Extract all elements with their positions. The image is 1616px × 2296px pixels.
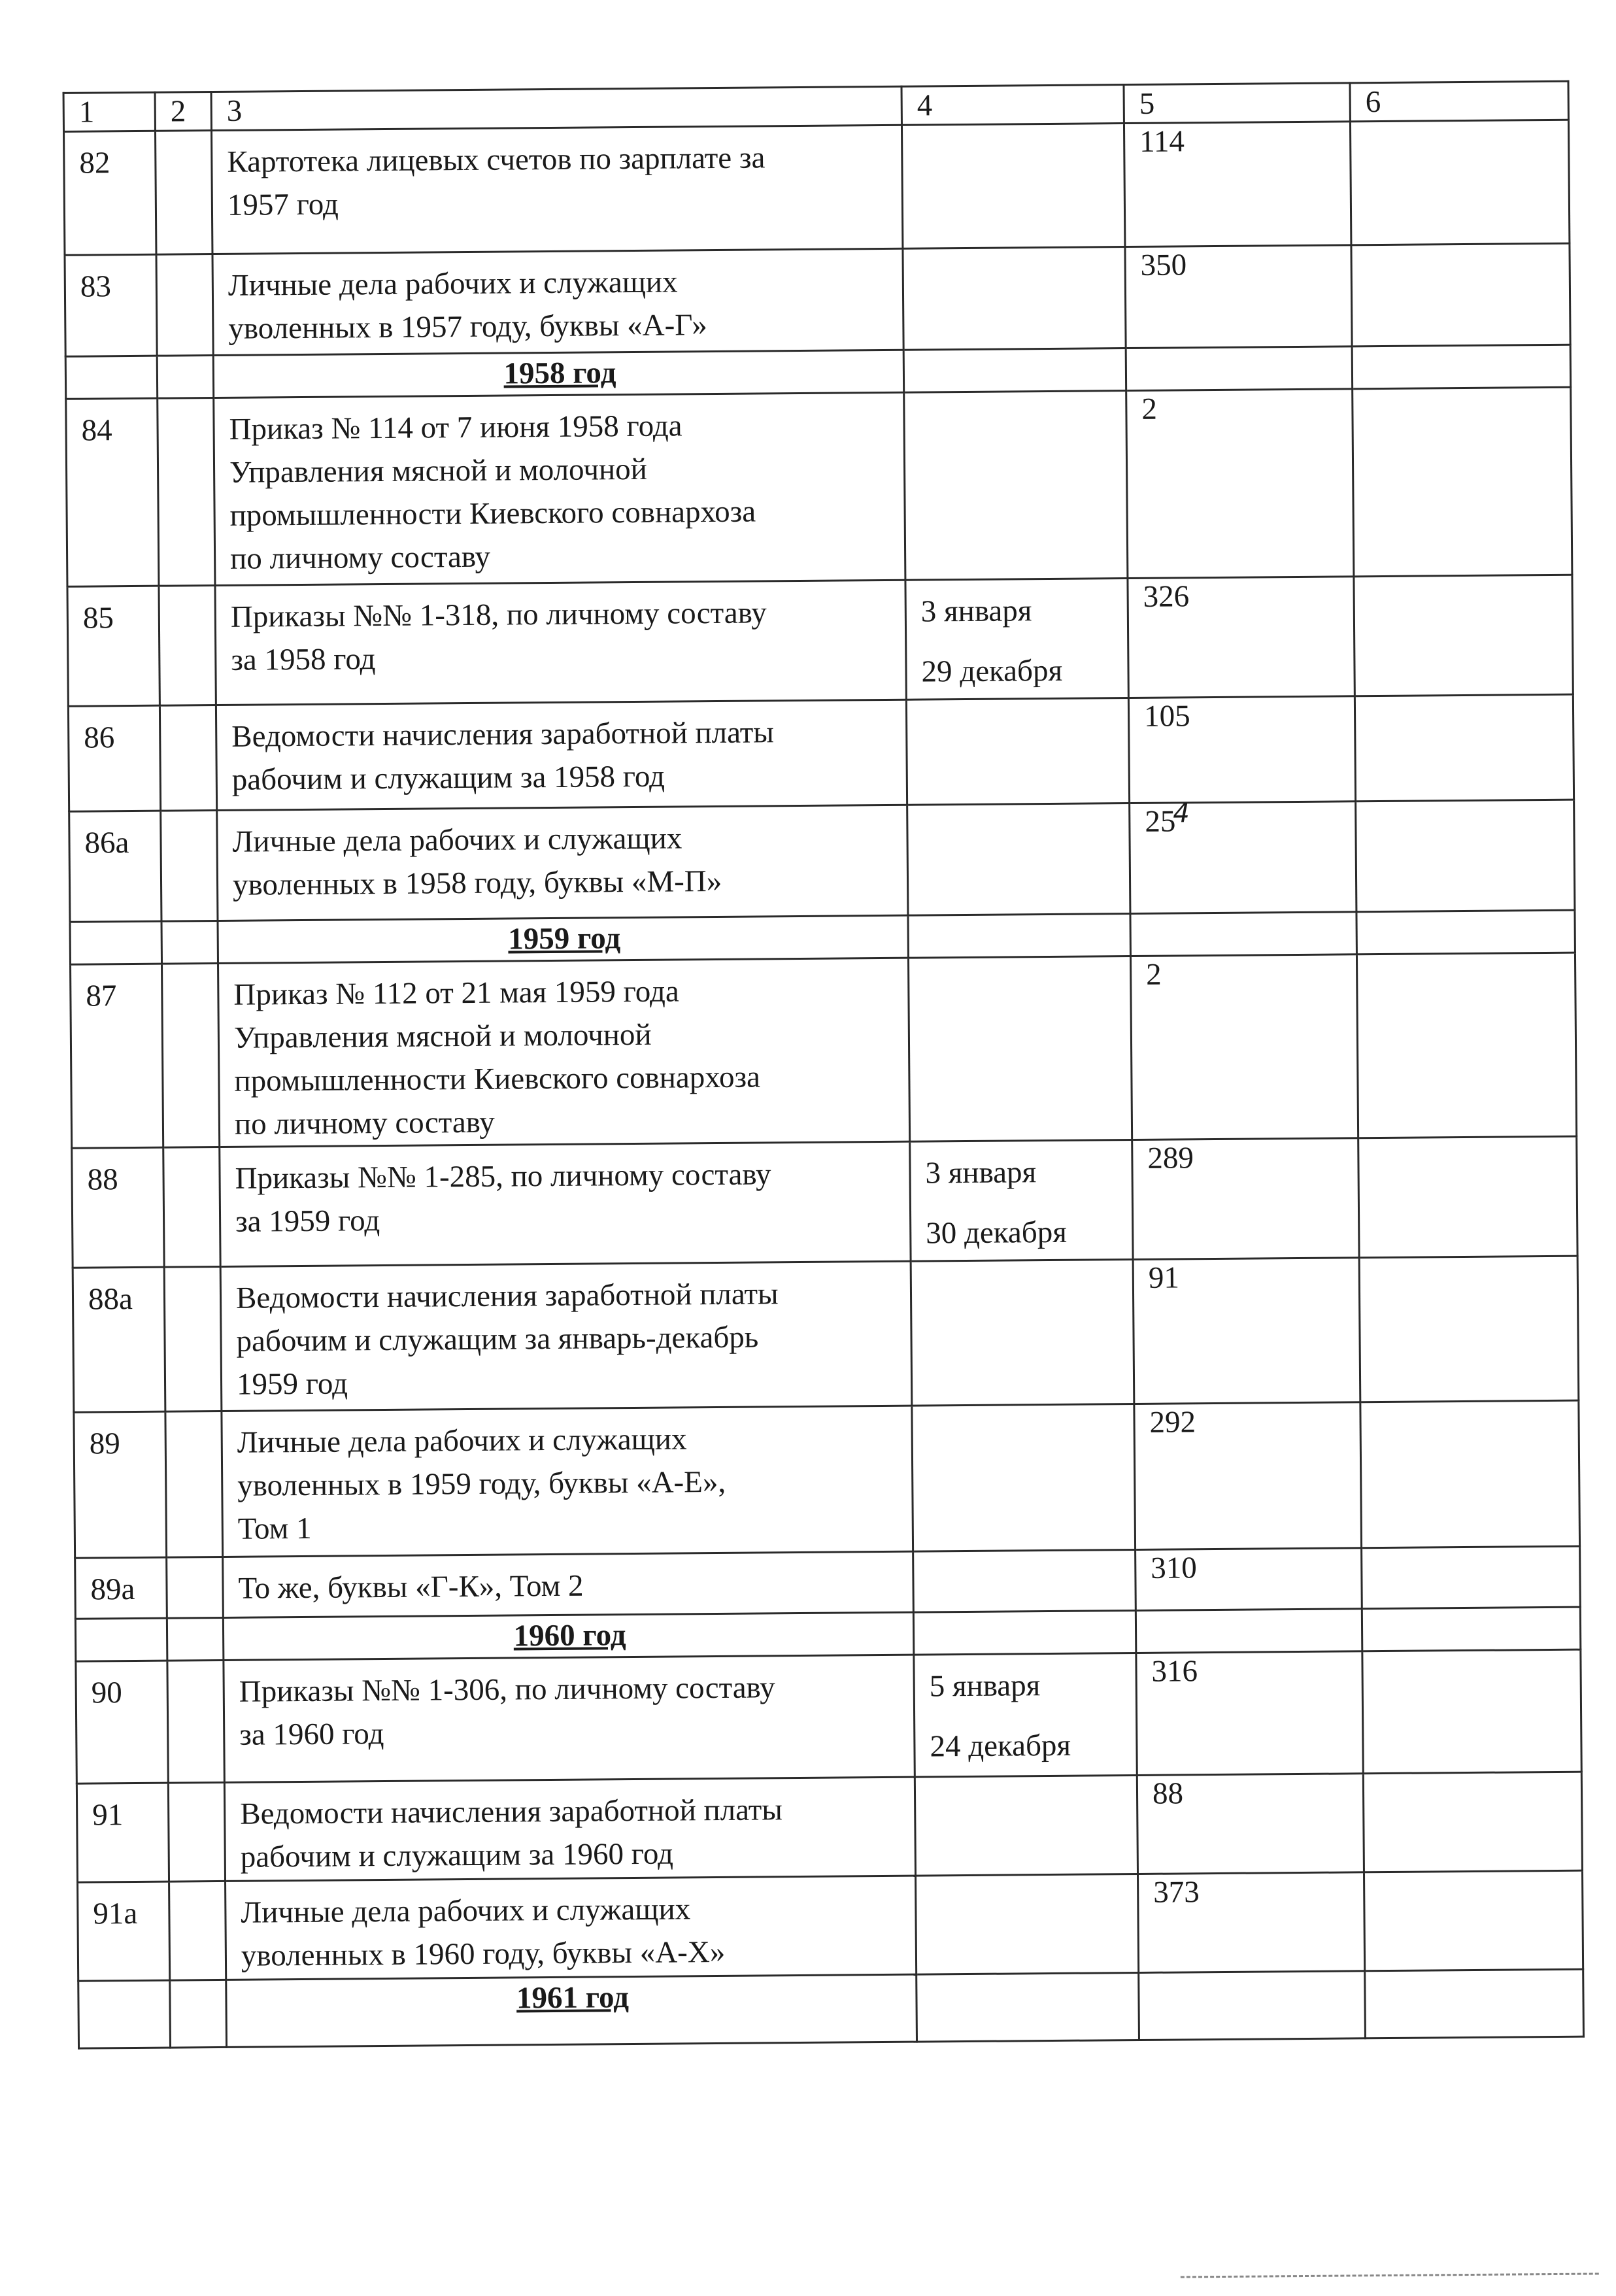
title-line: Ведомости начисления заработной платы xyxy=(235,1277,779,1315)
title-line: Личные дела рабочих и служащих xyxy=(232,821,682,859)
item-sheets xyxy=(1137,1774,1364,1874)
cell-empty xyxy=(75,1618,167,1661)
inventory-row xyxy=(73,1256,1579,1412)
column-header: 4 xyxy=(901,85,1124,126)
column-header: 3 xyxy=(211,86,901,130)
title-line: промышленности Киевского совнархоза xyxy=(229,494,756,533)
item-title xyxy=(222,1406,913,1557)
title-line: 1959 год xyxy=(236,1366,348,1402)
title-line: рабочим и служащим за 1958 год xyxy=(231,759,665,797)
title-line: Личные дела рабочих и служащих xyxy=(237,1422,687,1460)
inventory-row xyxy=(72,1136,1577,1268)
cell-empty xyxy=(161,920,218,964)
title-line: Приказы №№ 1-306, по личному составу xyxy=(239,1670,775,1709)
item-number: 88 xyxy=(72,1147,164,1268)
cell-empty xyxy=(1362,1649,1581,1774)
item-number: 89а xyxy=(75,1557,167,1619)
cell-empty xyxy=(1356,800,1575,912)
cell-empty xyxy=(1358,1136,1577,1258)
item-dates xyxy=(904,391,1128,581)
item-sheets xyxy=(1136,1651,1363,1776)
inventory-row xyxy=(76,1772,1582,1882)
title-line: Управления мясной и молочной xyxy=(233,1017,652,1055)
cell-empty xyxy=(163,1147,220,1267)
item-sheets xyxy=(1132,1138,1359,1260)
column-header: 5 xyxy=(1124,83,1350,124)
title-line: Личные дела рабочих и служащих xyxy=(227,265,678,303)
item-dates xyxy=(914,1653,1137,1777)
title-line: Приказ № 114 от 7 июня 1958 года xyxy=(229,409,682,447)
item-dates xyxy=(910,1140,1133,1262)
cell-empty xyxy=(1351,243,1570,346)
item-sheets xyxy=(1124,122,1351,247)
item-dates xyxy=(905,579,1128,700)
item-dates xyxy=(915,1775,1137,1876)
item-dates xyxy=(913,1549,1136,1612)
title-line: Личные дела рабочих и служащих xyxy=(241,1892,691,1930)
item-title xyxy=(216,700,907,810)
item-dates xyxy=(908,956,1132,1142)
cell-empty xyxy=(1350,120,1569,245)
title-line: Ведомости начисления заработной платы xyxy=(231,715,775,754)
cell-empty xyxy=(1354,575,1573,696)
cell-empty xyxy=(913,1610,1136,1655)
sheet-count: 350 xyxy=(1140,248,1187,282)
cell-empty xyxy=(1355,694,1574,802)
sheet-count: 105 xyxy=(1143,699,1190,734)
year-section-row xyxy=(78,1969,1584,2048)
cell-empty xyxy=(1136,1609,1362,1653)
item-number: 84 xyxy=(66,398,159,586)
cell-empty xyxy=(70,921,162,964)
cell-empty xyxy=(1353,387,1572,577)
item-number: 88а xyxy=(73,1267,165,1412)
cell-empty xyxy=(167,1660,224,1783)
title-line: за 1958 год xyxy=(231,642,376,677)
title-line: рабочим и служащим за январь-декабрь xyxy=(236,1320,759,1359)
item-sheets xyxy=(1133,1258,1360,1404)
item-number: 83 xyxy=(65,254,157,356)
inventory-table xyxy=(63,80,1585,2050)
cell-empty xyxy=(158,398,215,586)
item-title xyxy=(214,392,905,585)
item-number: 82 xyxy=(64,131,156,255)
cell-empty xyxy=(917,1972,1139,2042)
title-line: уволенных в 1957 году, буквы «А-Г» xyxy=(228,308,708,346)
date-start: 3 января xyxy=(925,1155,1037,1190)
cell-empty xyxy=(165,1411,223,1557)
sheet-count: 91 xyxy=(1148,1260,1180,1295)
inventory-row xyxy=(66,387,1572,586)
sheet-count: 292 xyxy=(1149,1405,1196,1440)
title-line: за 1960 год xyxy=(239,1717,384,1752)
cell-empty xyxy=(78,1980,171,2048)
date-end: 30 декабря xyxy=(926,1215,1068,1251)
item-dates xyxy=(916,1874,1139,1974)
inventory-row xyxy=(69,800,1575,922)
inventory-row xyxy=(67,575,1573,706)
page-edge-mark xyxy=(1181,2272,1599,2279)
item-number: 90 xyxy=(76,1661,168,1783)
cell-empty xyxy=(1364,1870,1583,1971)
item-dates xyxy=(906,698,1129,805)
year-heading: 1959 год xyxy=(218,915,908,963)
item-title xyxy=(212,125,903,254)
title-line: Приказы №№ 1-318, по личному составу xyxy=(230,596,767,634)
cell-empty xyxy=(167,1617,224,1661)
cell-empty xyxy=(167,1557,224,1618)
title-line: промышленности Киевского совнархоза xyxy=(234,1060,761,1098)
cell-empty xyxy=(169,1881,226,1980)
cell-empty xyxy=(159,586,216,706)
cell-empty xyxy=(157,356,214,399)
title-line: Управления мясной и молочной xyxy=(229,452,647,490)
title-line: по личному составу xyxy=(229,539,491,576)
item-number: 91а xyxy=(78,1882,170,1981)
sheet-count: 310 xyxy=(1151,1551,1198,1585)
cell-empty xyxy=(1359,1256,1579,1402)
title-line: по личному составу xyxy=(234,1105,495,1141)
item-sheets xyxy=(1128,696,1355,803)
inventory-row xyxy=(65,243,1570,356)
item-number: 86а xyxy=(69,811,161,922)
item-number: 87 xyxy=(71,964,163,1148)
cell-empty xyxy=(65,356,158,399)
sheet-count: 88 xyxy=(1152,1776,1184,1811)
title-line: уволенных в 1958 году, буквы «М-П» xyxy=(232,864,722,902)
inventory-row xyxy=(76,1649,1581,1783)
item-title xyxy=(224,1777,915,1881)
cell-empty xyxy=(1356,910,1575,954)
handwritten-correction: 4 xyxy=(1173,798,1190,829)
cell-empty xyxy=(1139,1971,1366,2040)
cell-empty xyxy=(1352,345,1571,389)
item-title xyxy=(223,1551,914,1617)
item-sheets xyxy=(1136,1548,1362,1611)
item-sheets xyxy=(1125,245,1352,348)
item-title xyxy=(220,1261,912,1411)
cell-empty xyxy=(161,810,218,921)
inventory-row xyxy=(74,1400,1580,1558)
title-line: Картотека лицевых счетов по зарплате за xyxy=(227,141,766,179)
sheet-count: 114 xyxy=(1139,124,1185,159)
item-number: 85 xyxy=(67,586,160,706)
cell-empty xyxy=(164,1266,222,1411)
date-start: 5 января xyxy=(929,1668,1041,1704)
inventory-row xyxy=(78,1870,1583,1981)
item-number: 89 xyxy=(74,1411,167,1558)
item-title xyxy=(215,580,906,705)
cell-empty xyxy=(903,348,1126,393)
title-line: уволенных в 1960 году, буквы «А-Х» xyxy=(241,1934,726,1973)
inventory-row xyxy=(71,953,1577,1148)
cell-empty xyxy=(160,705,216,811)
item-title xyxy=(220,1141,911,1266)
cell-empty xyxy=(1363,1772,1582,1872)
title-line: Ведомости начисления заработной платы xyxy=(240,1793,783,1831)
cell-empty xyxy=(1365,1969,1584,2038)
date-end: 29 декабря xyxy=(921,653,1063,689)
title-line: 1957 год xyxy=(227,187,339,222)
item-title xyxy=(226,1876,917,1980)
item-number: 91 xyxy=(76,1783,169,1882)
year-heading: 1960 год xyxy=(223,1612,913,1660)
item-title xyxy=(217,805,908,920)
inventory-row xyxy=(68,694,1574,811)
title-line: Том 1 xyxy=(237,1511,312,1546)
year-heading: 1958 год xyxy=(213,350,903,397)
sheet-count: 326 xyxy=(1143,579,1190,614)
column-header: 1 xyxy=(63,92,155,131)
item-sheets xyxy=(1130,798,1356,914)
cell-empty xyxy=(168,1782,225,1882)
cell-empty xyxy=(170,1980,227,2048)
sheet-count: 2 xyxy=(1141,392,1158,426)
title-line: рабочим и служащим за 1960 год xyxy=(240,1836,674,1874)
item-number: 86 xyxy=(68,705,160,811)
cell-empty xyxy=(1130,912,1356,956)
date-start: 3 января xyxy=(920,594,1032,629)
item-dates xyxy=(907,803,1130,916)
year-heading: 1961 год xyxy=(226,1974,917,2047)
item-dates xyxy=(903,247,1126,350)
sheet-count: 2 xyxy=(1145,957,1162,992)
title-line: за 1959 год xyxy=(235,1204,380,1239)
item-sheets xyxy=(1134,1402,1362,1550)
sheet-count: 316 xyxy=(1151,1654,1198,1689)
item-sheets xyxy=(1126,389,1354,579)
item-dates xyxy=(901,124,1124,249)
item-title xyxy=(224,1655,915,1782)
sheet-count: 25 xyxy=(1145,804,1176,839)
cell-empty xyxy=(1360,1400,1580,1548)
sheet-count: 373 xyxy=(1153,1875,1200,1910)
cell-empty xyxy=(156,254,213,356)
cell-empty xyxy=(1126,346,1352,391)
cell-empty xyxy=(162,963,220,1147)
item-sheets xyxy=(1137,1872,1364,1973)
title-line: Приказы №№ 1-285, по личному составу xyxy=(235,1157,771,1196)
item-dates xyxy=(912,1404,1136,1552)
title-line: Приказ № 112 от 21 мая 1959 года xyxy=(233,974,679,1012)
cell-empty xyxy=(1362,1607,1581,1651)
title-line: То же, буквы «Г-К», Том 2 xyxy=(238,1568,584,1606)
inventory-row xyxy=(75,1546,1581,1619)
item-title xyxy=(212,248,903,355)
cell-empty xyxy=(1362,1546,1581,1609)
item-title xyxy=(218,958,910,1147)
cell-empty xyxy=(156,131,212,255)
item-dates xyxy=(911,1260,1134,1406)
column-header: 6 xyxy=(1350,81,1568,122)
sheet-count: 289 xyxy=(1147,1141,1194,1175)
cell-empty xyxy=(908,914,1131,958)
title-line: уволенных в 1959 году, буквы «А-Е», xyxy=(237,1464,726,1503)
item-sheets xyxy=(1128,577,1355,698)
date-end: 24 декабря xyxy=(930,1728,1071,1764)
cell-empty xyxy=(1356,953,1576,1138)
column-header: 2 xyxy=(155,92,211,131)
inventory-row xyxy=(64,120,1570,255)
item-sheets xyxy=(1130,954,1358,1140)
